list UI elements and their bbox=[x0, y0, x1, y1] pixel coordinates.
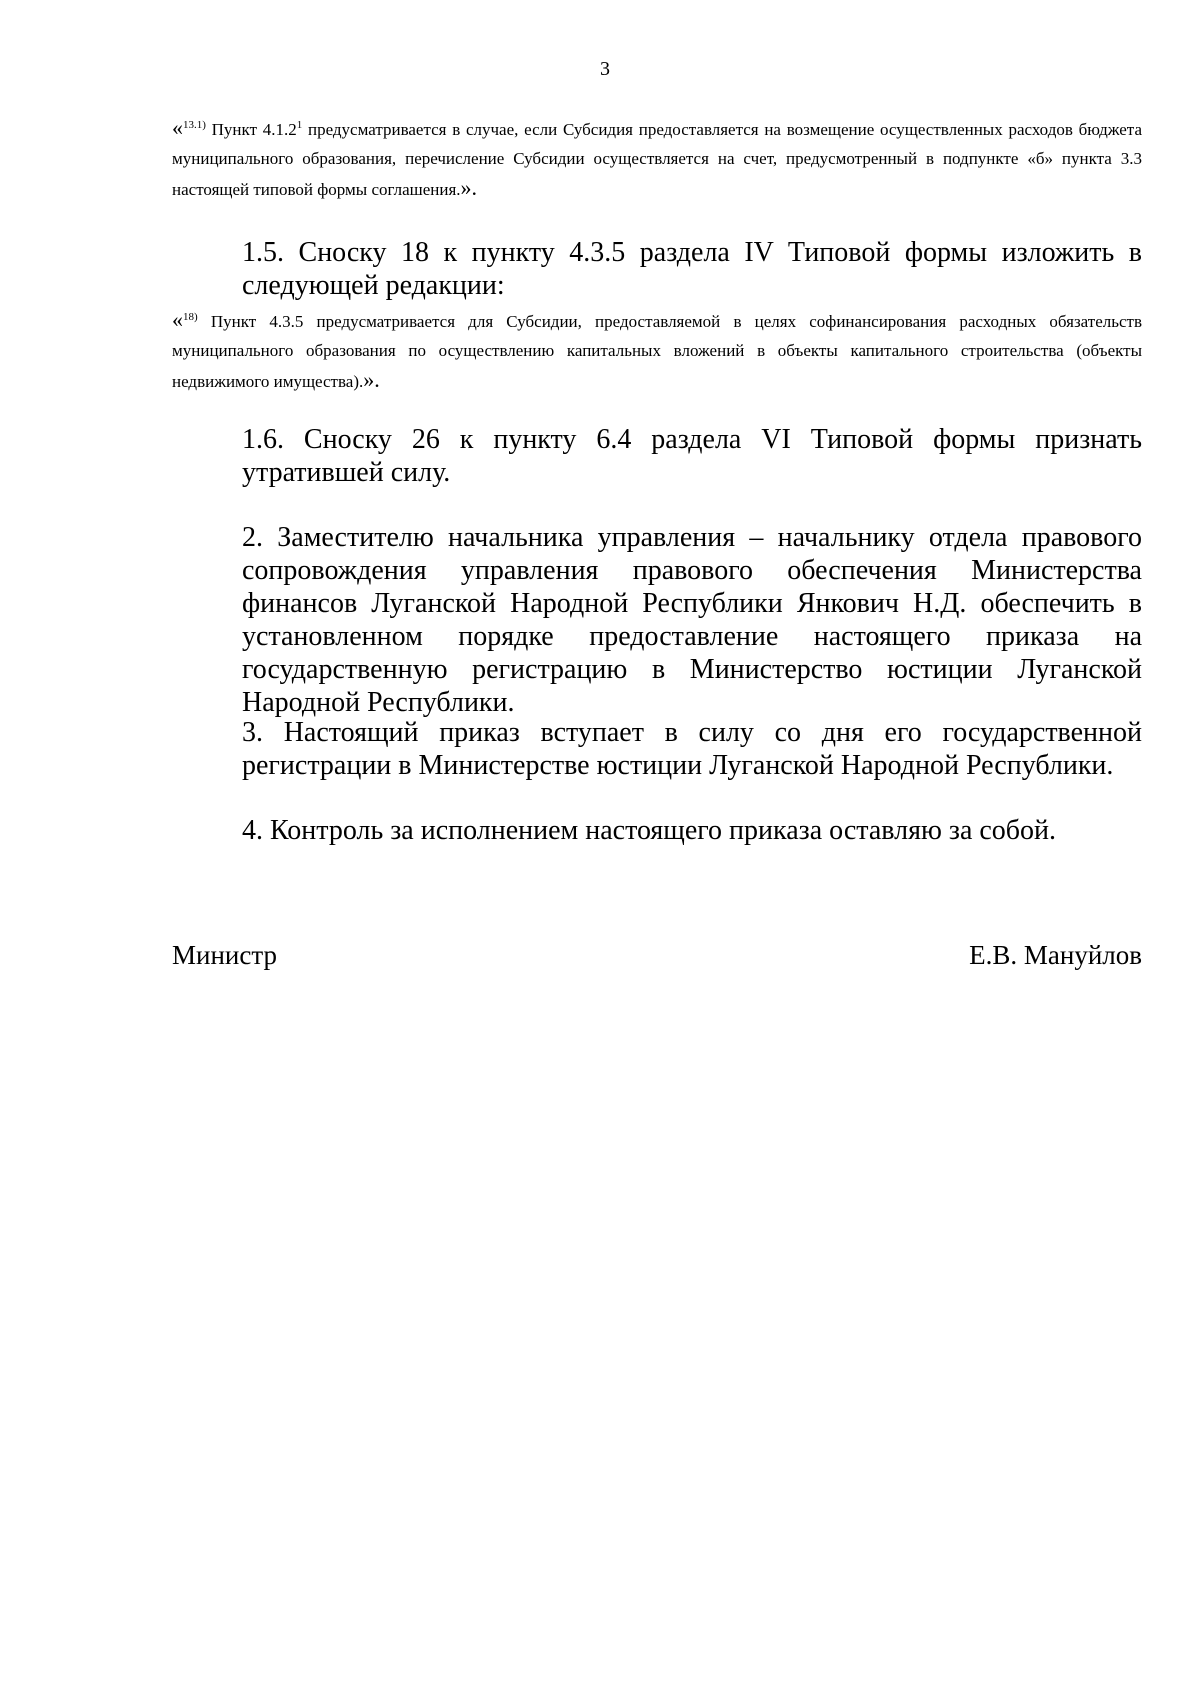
footnote-text: Пункт 4.3.5 предусматривается для Субсидии, предоставляемой в целях софинансирования расходных обязательств муниципального образования по осуществлению капитальных вложений в объекты капитального строительства (объекты недвижимого имущества). bbox=[172, 312, 1142, 391]
footnote-18 bbox=[172, 305, 1142, 396]
footnote-text: предусматривается в случае, если Субсидия предоставляется на возмещение осуществленных расходов бюджета муниципального образования, перечисление Субсидии осуществляется на счет, предусмотренный в подпункте «б» пункта 3.3 настоящей типовой формы соглашения. bbox=[172, 120, 1142, 199]
paragraph-text: 1.5. Сноску 18 к пункту 4.3.5 раздела IV Типовой формы изложить в следующей редакции: bbox=[242, 237, 1142, 301]
page-number: 3 bbox=[600, 58, 610, 80]
close-quote: ». bbox=[460, 175, 478, 200]
footnote-text: Пункт 4.1.2 bbox=[205, 120, 297, 139]
paragraph-text: 3. Настоящий приказ вступает в силу со дня его государственной регистрации в Министерстве юстиции Луганской Народной Республики. bbox=[242, 717, 1142, 781]
paragraph-text: 2. Заместителю начальника управления – начальнику отдела правового сопровождения управления правового обеспечения Министерства финансов Луганской Народной Республики Янкович Н.Д. обеспечить в установленном порядке предоставление настоящего приказа на государственную регистрацию в Министерство юстиции Луганской Народной Республики. bbox=[242, 522, 1142, 718]
footnote-13-1 bbox=[172, 113, 1142, 204]
paragraph-3 bbox=[172, 716, 1142, 782]
open-quote: « bbox=[172, 307, 183, 332]
open-quote: « bbox=[172, 115, 183, 140]
superscript: 1 bbox=[296, 119, 303, 131]
paragraph-2 bbox=[172, 521, 1142, 719]
close-quote: ». bbox=[363, 367, 380, 392]
signatory-name: Е.В. Мануйлов bbox=[969, 940, 1142, 970]
signatory-position: Министр bbox=[172, 940, 277, 970]
paragraph-4 bbox=[172, 814, 1142, 847]
footnote-marker: 13.1) bbox=[183, 119, 206, 131]
paragraph-1-6 bbox=[172, 423, 1142, 489]
paragraph-text: 1.6. Сноску 26 к пункту 6.4 раздела VI Типовой формы признать утратившей силу. bbox=[242, 424, 1142, 488]
footnote-marker: 18) bbox=[183, 311, 198, 323]
paragraph-text: 4. Контроль за исполнением настоящего приказа оставляю за собой. bbox=[242, 815, 1057, 846]
paragraph-1-5 bbox=[172, 236, 1142, 302]
